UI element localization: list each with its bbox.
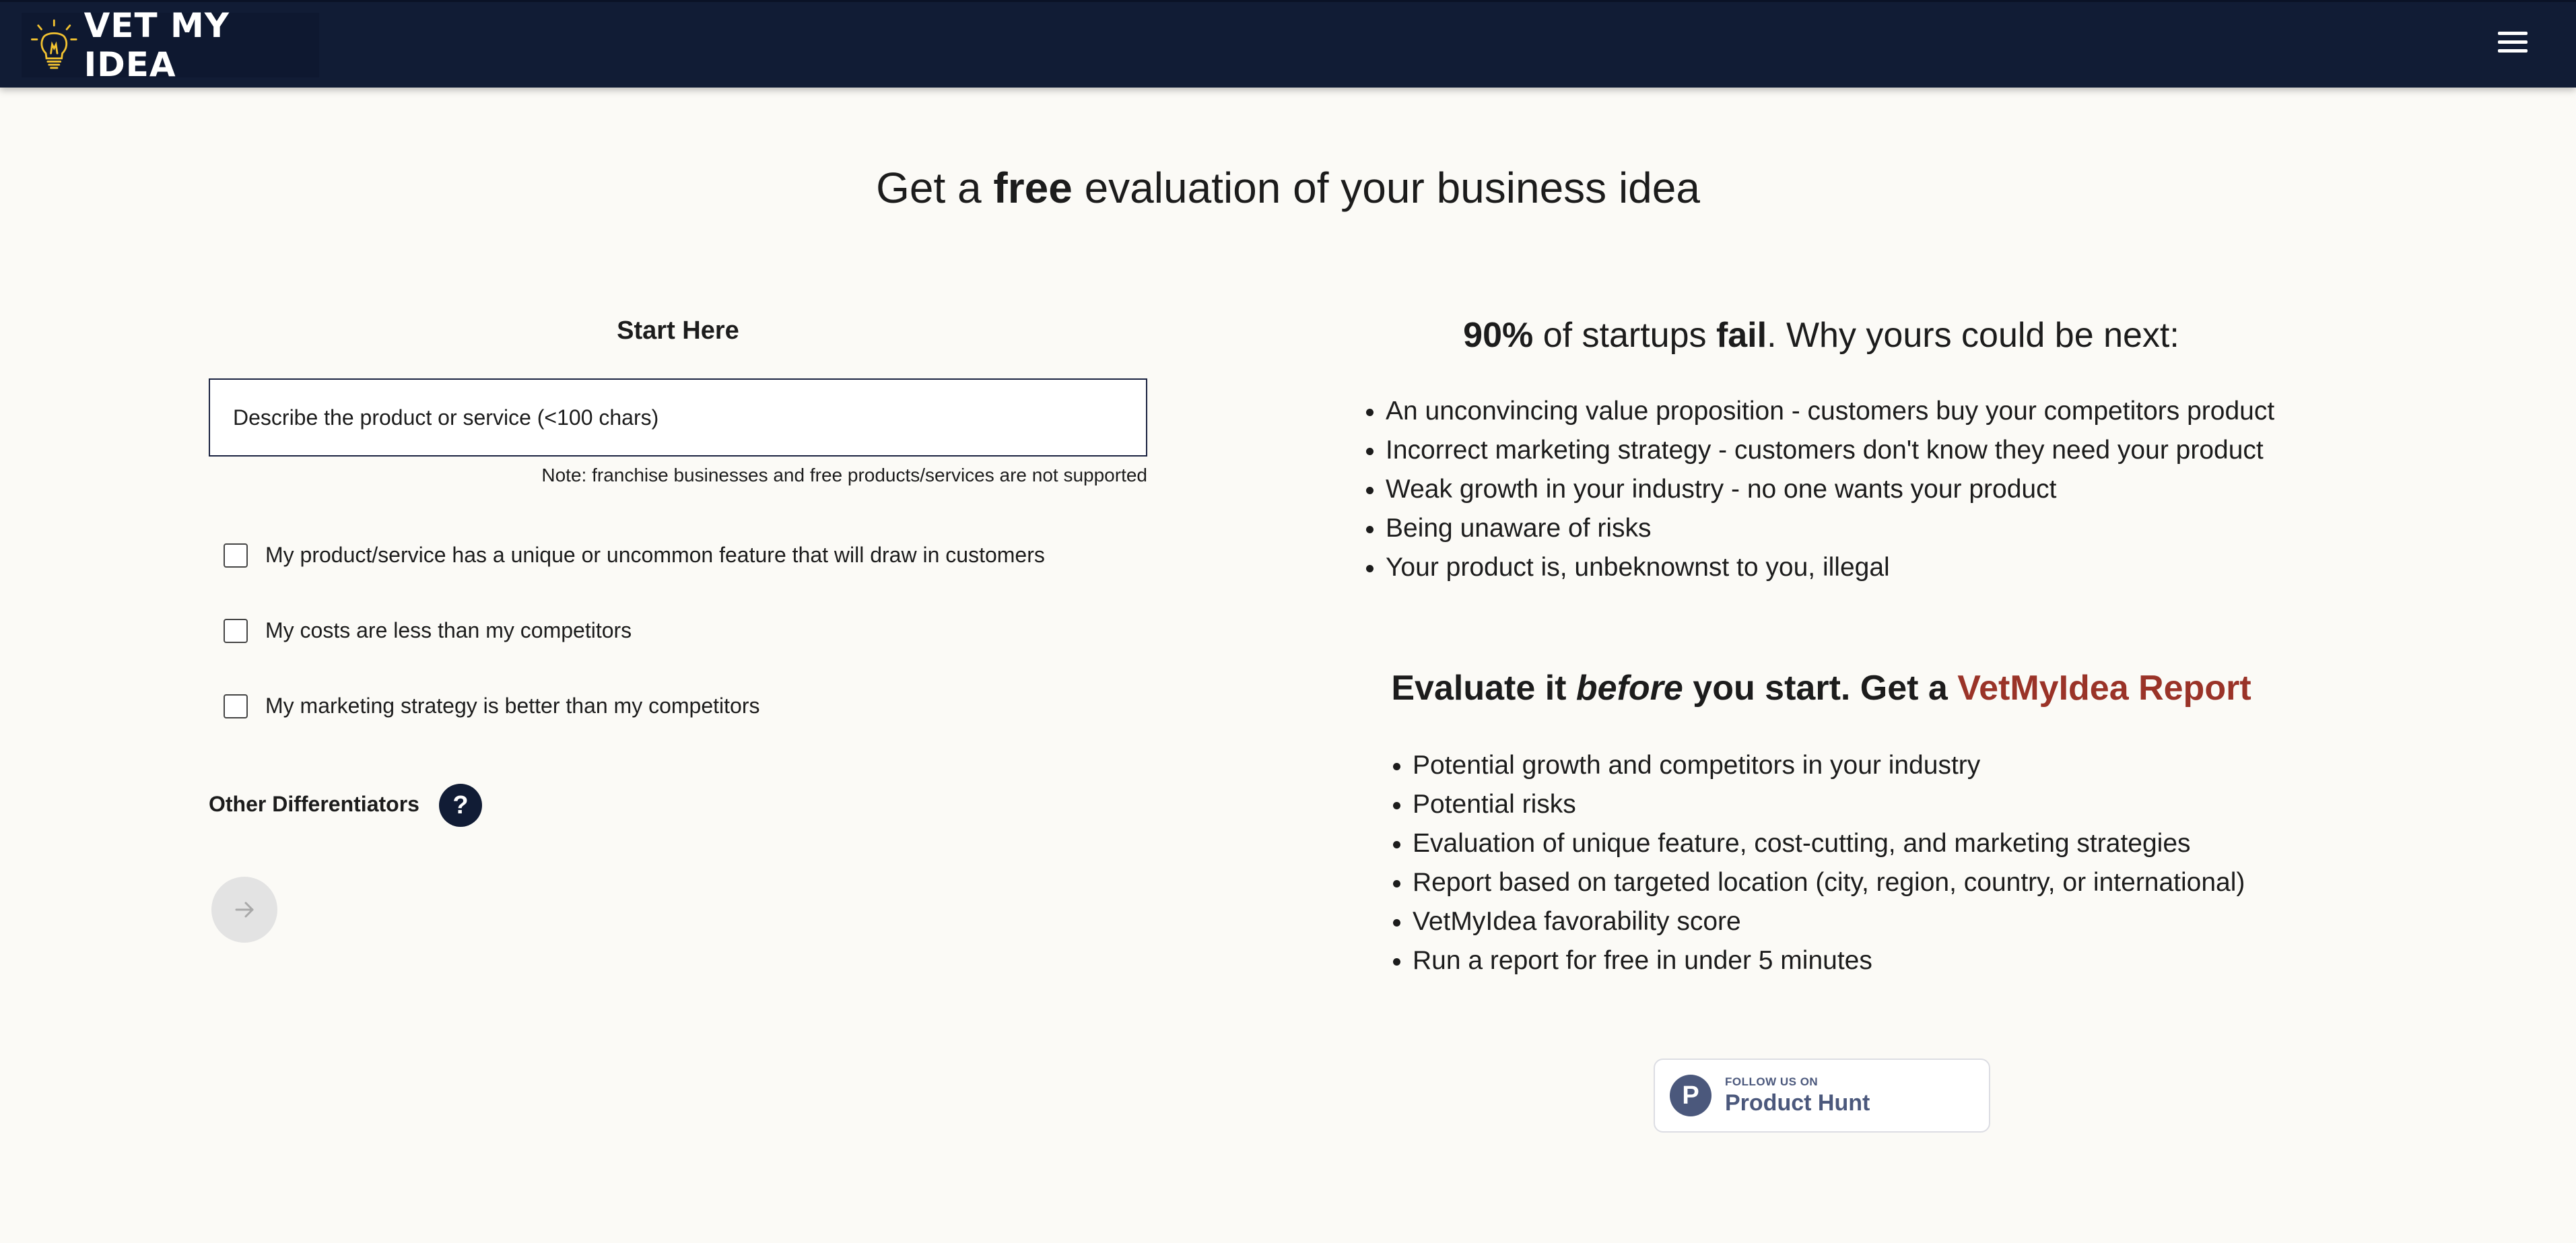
top-navbar <box>0 0 2576 88</box>
checkbox[interactable] <box>224 543 248 568</box>
report-brand-name: VetMyIdea Report <box>1957 669 2251 708</box>
site-logo[interactable] <box>22 6 319 84</box>
page-headline <box>0 163 2576 213</box>
fail-heading <box>1320 315 2323 356</box>
report-features-list <box>1380 746 2245 980</box>
list-item: • Incorrect marketing strategy - customers don't know they need your product <box>1386 431 2274 470</box>
checkbox[interactable] <box>224 619 248 643</box>
checkbox-better-marketing[interactable] <box>224 694 759 718</box>
evaluate-heading <box>1320 668 2323 708</box>
lightbulb-icon <box>26 15 83 75</box>
list-item: • Report based on targeted location (city, region, country, or international) <box>1413 863 2245 902</box>
list-item: • Potential risks <box>1413 785 2245 824</box>
product-hunt-icon <box>1670 1075 1711 1116</box>
form-title: Start Here <box>617 316 739 345</box>
arrow-right-icon <box>231 896 258 923</box>
form-note: Note: franchise businesses and free products/services are not supported <box>541 465 1147 485</box>
list-item: • Potential growth and competitors in your industry <box>1413 746 2245 785</box>
evaluate-heading-prefix: Evaluate it <box>1391 669 1576 708</box>
fail-reasons-list <box>1353 392 2274 587</box>
list-item: • Evaluation of unique feature, cost-cutting, and marketing strategies <box>1413 824 2245 863</box>
list-item: • Being unaware of risks <box>1386 509 2274 548</box>
other-differentiators-label: Other Differentiators <box>209 792 419 816</box>
product-hunt-text <box>1725 1075 1870 1116</box>
list-item: • Weak growth in your industry - no one wants your product <box>1386 470 2274 509</box>
checkbox-label: My costs are less than my competitors <box>265 618 632 642</box>
product-hunt-letter: P <box>1682 1081 1699 1110</box>
product-hunt-badge[interactable] <box>1654 1059 1990 1133</box>
headline-emphasis: free <box>993 164 1073 212</box>
checkbox-label: My marketing strategy is better than my competitors <box>265 694 760 718</box>
checkbox[interactable] <box>224 694 248 718</box>
hamburger-menu-icon[interactable] <box>2498 32 2529 59</box>
evaluate-heading-middle: you start. Get a <box>1683 669 1958 708</box>
checkbox-unique-feature[interactable] <box>224 543 1045 568</box>
checkbox-label: My product/service has a unique or uncommon feature that will draw in customers <box>265 543 1045 567</box>
headline-prefix: Get a <box>876 164 994 212</box>
logo-text: VET MY IDEA <box>83 6 230 84</box>
product-description-input[interactable] <box>209 378 1147 457</box>
list-item: • Run a report for free in under 5 minutes <box>1413 941 2245 980</box>
list-item: • VetMyIdea favorability score <box>1413 902 2245 941</box>
fail-word: fail <box>1716 316 1767 355</box>
help-button[interactable] <box>439 784 482 827</box>
evaluate-heading-emphasis: before <box>1575 669 1683 708</box>
list-item: • Your product is, unbeknownst to you, illegal <box>1386 548 2274 587</box>
product-hunt-big-text: Product Hunt <box>1725 1089 1870 1116</box>
next-button[interactable] <box>211 877 277 943</box>
question-mark-icon: ? <box>452 791 469 819</box>
fail-heading-rest: . Why yours could be next: <box>1767 316 2179 355</box>
fail-stat: 90% <box>1463 316 1534 355</box>
list-item: • An unconvincing value proposition - customers buy your competitors product <box>1386 392 2274 431</box>
fail-heading-mid: of startups <box>1533 316 1716 355</box>
headline-suffix: evaluation of your business idea <box>1072 164 1700 212</box>
checkbox-lower-costs[interactable] <box>224 618 632 643</box>
product-hunt-small-text: FOLLOW US ON <box>1725 1075 1819 1088</box>
